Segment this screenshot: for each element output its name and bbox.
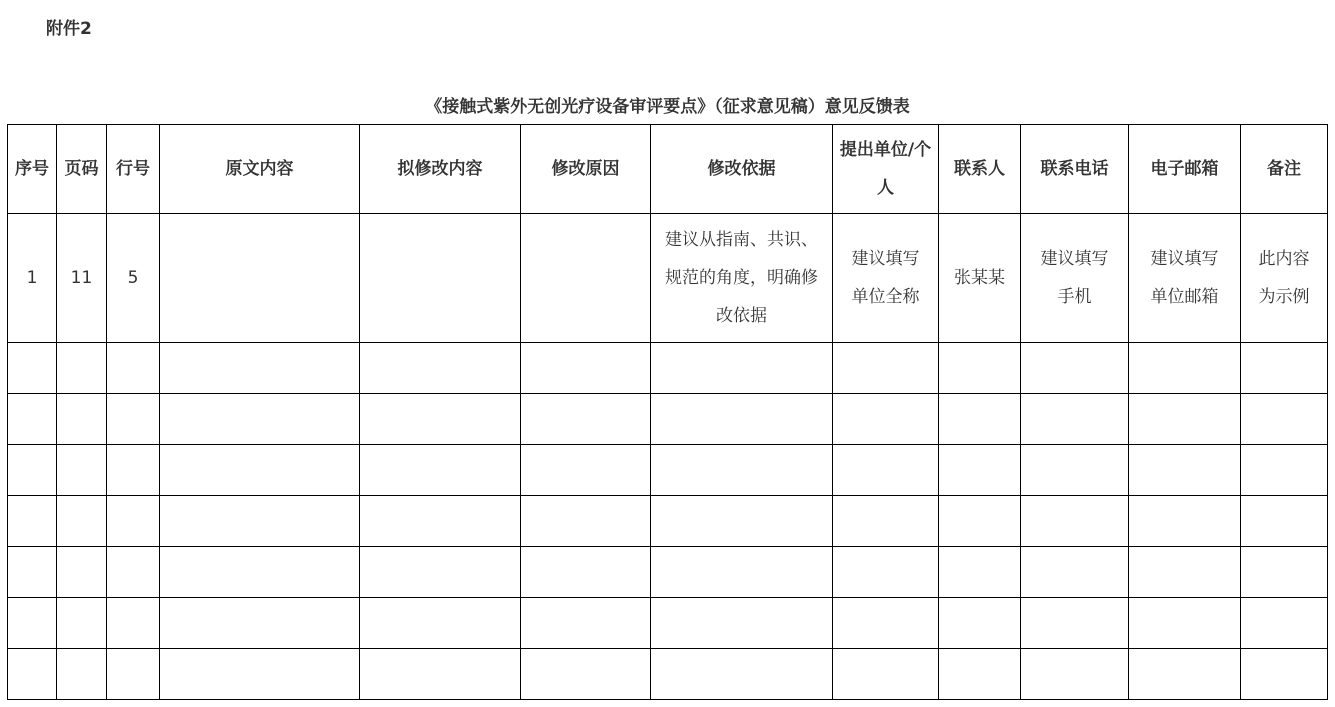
header-revision-basis: 修改依据	[651, 125, 833, 214]
empty-cell	[57, 547, 107, 598]
header-revision-reason: 修改原因	[521, 125, 651, 214]
cell-serial-number: 1	[8, 214, 57, 343]
empty-cell	[1241, 547, 1328, 598]
empty-cell	[107, 649, 160, 700]
empty-cell	[651, 343, 833, 394]
empty-cell	[833, 343, 939, 394]
empty-cell	[107, 394, 160, 445]
empty-cell	[1129, 547, 1241, 598]
cell-contact-person: 张某某	[939, 214, 1021, 343]
empty-cell	[1129, 394, 1241, 445]
table-row	[8, 496, 1328, 547]
empty-cell	[651, 547, 833, 598]
empty-cell	[57, 343, 107, 394]
empty-cell	[8, 649, 57, 700]
table-row	[8, 214, 1328, 343]
attachment-label: 附件2	[46, 19, 92, 39]
empty-cell	[521, 649, 651, 700]
empty-cell	[1129, 598, 1241, 649]
empty-cell	[1241, 496, 1328, 547]
empty-cell	[360, 649, 521, 700]
empty-cell	[8, 445, 57, 496]
empty-cell	[107, 343, 160, 394]
empty-cell	[57, 496, 107, 547]
empty-cell	[1241, 445, 1328, 496]
cell-revision-reason	[521, 214, 651, 343]
empty-cell	[521, 445, 651, 496]
cell-email: 建议填写单位邮箱	[1129, 214, 1241, 343]
empty-cell	[939, 394, 1021, 445]
header-line-number: 行号	[107, 125, 160, 214]
table-row	[8, 394, 1328, 445]
empty-cell	[1129, 343, 1241, 394]
cell-original-content	[160, 214, 360, 343]
empty-cell	[939, 445, 1021, 496]
empty-cell	[833, 445, 939, 496]
empty-cell	[360, 547, 521, 598]
empty-cell	[160, 496, 360, 547]
empty-cell	[939, 496, 1021, 547]
empty-cell	[360, 445, 521, 496]
empty-cell	[1129, 496, 1241, 547]
cell-line-number: 5	[107, 214, 160, 343]
empty-cell	[57, 445, 107, 496]
empty-cell	[939, 343, 1021, 394]
empty-cell	[833, 598, 939, 649]
empty-cell	[107, 547, 160, 598]
empty-cell	[57, 598, 107, 649]
empty-cell	[57, 649, 107, 700]
empty-cell	[651, 445, 833, 496]
header-serial-number: 序号	[8, 125, 57, 214]
header-row	[8, 125, 1328, 214]
header-remarks: 备注	[1241, 125, 1328, 214]
cell-page-number: 11	[57, 214, 107, 343]
empty-cell	[8, 394, 57, 445]
empty-cell	[651, 394, 833, 445]
cell-submitter: 建议填写单位全称	[833, 214, 939, 343]
empty-cell	[160, 343, 360, 394]
document-title: 《接触式紫外无创光疗设备审评要点》（征求意见稿）意见反馈表	[425, 97, 910, 117]
empty-cell	[8, 547, 57, 598]
table-row	[8, 445, 1328, 496]
empty-cell	[360, 394, 521, 445]
header-email: 电子邮箱	[1129, 125, 1241, 214]
empty-cell	[57, 394, 107, 445]
empty-cell	[521, 547, 651, 598]
cell-revision-basis: 建议从指南、共识、规范的角度，明确修改依据	[651, 214, 833, 343]
empty-cell	[1021, 547, 1129, 598]
header-submitter: 提出单位/个人	[833, 125, 939, 214]
empty-cell	[939, 598, 1021, 649]
empty-cell	[833, 649, 939, 700]
empty-cell	[1241, 343, 1328, 394]
empty-cell	[360, 343, 521, 394]
empty-cell	[833, 547, 939, 598]
empty-cell	[521, 496, 651, 547]
empty-cell	[1021, 649, 1129, 700]
empty-cell	[8, 598, 57, 649]
empty-cell	[651, 496, 833, 547]
empty-cell	[651, 598, 833, 649]
header-proposed-revision: 拟修改内容	[360, 125, 521, 214]
header-contact-person: 联系人	[939, 125, 1021, 214]
table-row	[8, 649, 1328, 700]
empty-cell	[360, 496, 521, 547]
table-row	[8, 343, 1328, 394]
empty-cell	[8, 343, 57, 394]
empty-cell	[521, 343, 651, 394]
empty-cell	[107, 445, 160, 496]
empty-cell	[1021, 343, 1129, 394]
header-original-content: 原文内容	[160, 125, 360, 214]
empty-cell	[360, 598, 521, 649]
empty-cell	[939, 649, 1021, 700]
header-page-number: 页码	[57, 125, 107, 214]
header-phone: 联系电话	[1021, 125, 1129, 214]
empty-cell	[160, 394, 360, 445]
empty-cell	[521, 394, 651, 445]
empty-cell	[160, 445, 360, 496]
empty-cell	[1129, 649, 1241, 700]
empty-cell	[1241, 649, 1328, 700]
empty-cell	[1241, 598, 1328, 649]
empty-cell	[833, 496, 939, 547]
cell-remarks: 此内容为示例	[1241, 214, 1328, 343]
empty-cell	[1021, 496, 1129, 547]
table-row	[8, 598, 1328, 649]
empty-cell	[160, 598, 360, 649]
cell-phone: 建议填写手机	[1021, 214, 1129, 343]
empty-cell	[1021, 394, 1129, 445]
empty-cell	[1241, 394, 1328, 445]
empty-cell	[160, 649, 360, 700]
feedback-table	[7, 124, 1328, 700]
empty-cell	[651, 649, 833, 700]
empty-cell	[107, 598, 160, 649]
empty-cell	[1021, 445, 1129, 496]
empty-cell	[8, 496, 57, 547]
empty-cell	[107, 496, 160, 547]
cell-proposed-revision	[360, 214, 521, 343]
empty-cell	[1021, 598, 1129, 649]
empty-cell	[939, 547, 1021, 598]
empty-cell	[521, 598, 651, 649]
table-row	[8, 547, 1328, 598]
empty-cell	[160, 547, 360, 598]
empty-cell	[833, 394, 939, 445]
empty-cell	[1129, 445, 1241, 496]
